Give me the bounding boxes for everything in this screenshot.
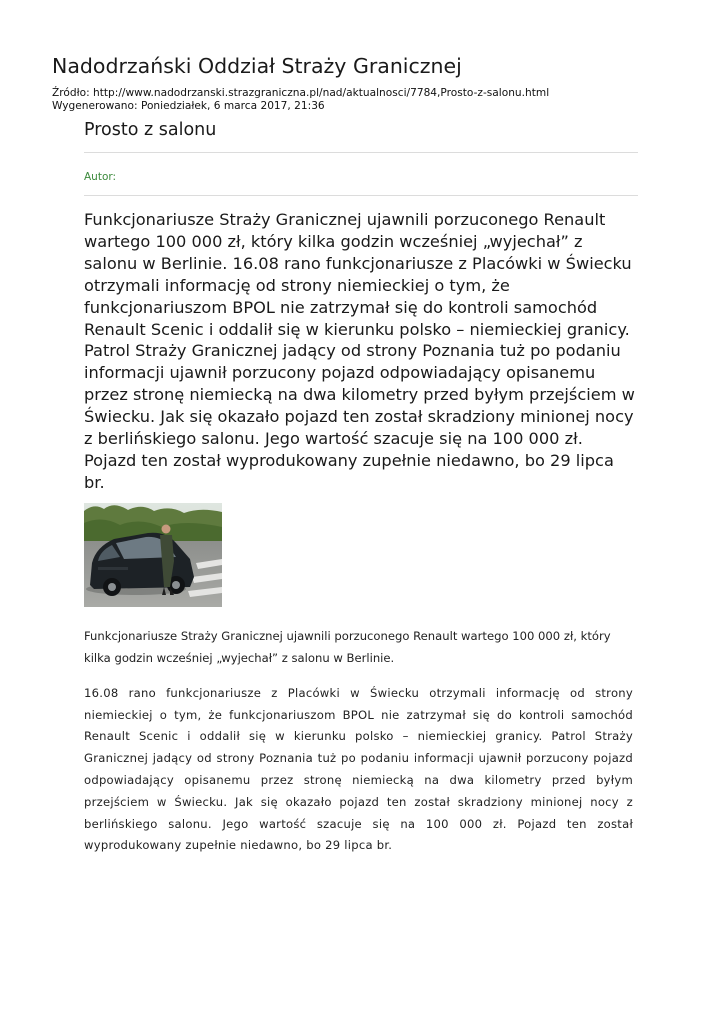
article-photo[interactable] — [84, 503, 222, 607]
author-divider — [84, 195, 638, 196]
article-lead: Funkcjonariusze Straży Granicznej ujawnili porzuconego Renault wartego 100 000 zł, który kilka godzin wcześniej „wyjechał” z salonu w Berlinie. 16.08 rano funkcjonariusze z Placówki w Świecku otrzymali informację od strony niemieckiej o tym, że funkcjonariuszom BPOL nie zatrzymał się do kontroli samochód Renault Scenic i oddalił się w kierunku polsko – niemieckiej granicy. Patrol Straży Granicznej jadący od strony Poznania tuż po podaniu informacji ujawnił porzucony pojazd odpowiadający opisanemu przez stronę niemiecką na dwa kilometry przed byłym przejściem w Świecku. Jak się okazało pojazd ten został skradziony minionej nocy z berlińskiego salonu. Jego wartość szacuje się na 100 000 zł. Pojazd ten został wyprodukowany zupełnie niedawno, bo 29 lipca br. — [84, 210, 635, 492]
source-url[interactable]: http://www.nadodrzanski.strazgraniczna.pl/nad/aktualnosci/7784,Prosto-z-salonu.html — [93, 87, 550, 99]
site-title: Nadodrzański Oddział Straży Granicznej — [52, 54, 462, 78]
generated-date: Poniedziałek, 6 marca 2017, 21:36 — [140, 99, 325, 112]
generated-label: Wygenerowano: — [52, 99, 138, 112]
article-body: 16.08 rano funkcjonariusze z Placówki w Świecku otrzymali informację od strony niemieckiej o tym, że funkcjonariuszom BPOL nie zatrzymał się do kontroli samochód Renault Scenic i oddalił się w kierunku polsko – niemieckiej granicy. Patrol Straży Granicznej jadący od strony Poznania tuż po podaniu informacji ujawnił porzucony pojazd odpowiadający opisanemu przez stronę niemiecką na dwa kilometry przed byłym przejściem w Świecku. Jak się okazało pojazd ten został skradziony minionej nocy z berlińskiego salonu. Jego wartość szacuje się na 100 000 zł. Pojazd ten został wyprodukowany zupełnie niedawno, bo 29 lipca br. — [84, 685, 633, 853]
author-label: Autor: — [84, 171, 117, 183]
title-divider — [84, 152, 638, 153]
source-line — [52, 87, 549, 100]
article — [84, 118, 638, 857]
photo-caption: Funkcjonariusze Straży Granicznej ujawnili porzuconego Renault wartego 100 000 zł, który kilka godzin wcześniej „wyjechał” z salonu w Berlinie. — [84, 628, 611, 665]
article-title: Prosto z salonu — [84, 120, 217, 140]
generated-line — [52, 100, 549, 113]
source-label: Źródło: — [52, 87, 90, 99]
print-metadata — [52, 87, 549, 112]
